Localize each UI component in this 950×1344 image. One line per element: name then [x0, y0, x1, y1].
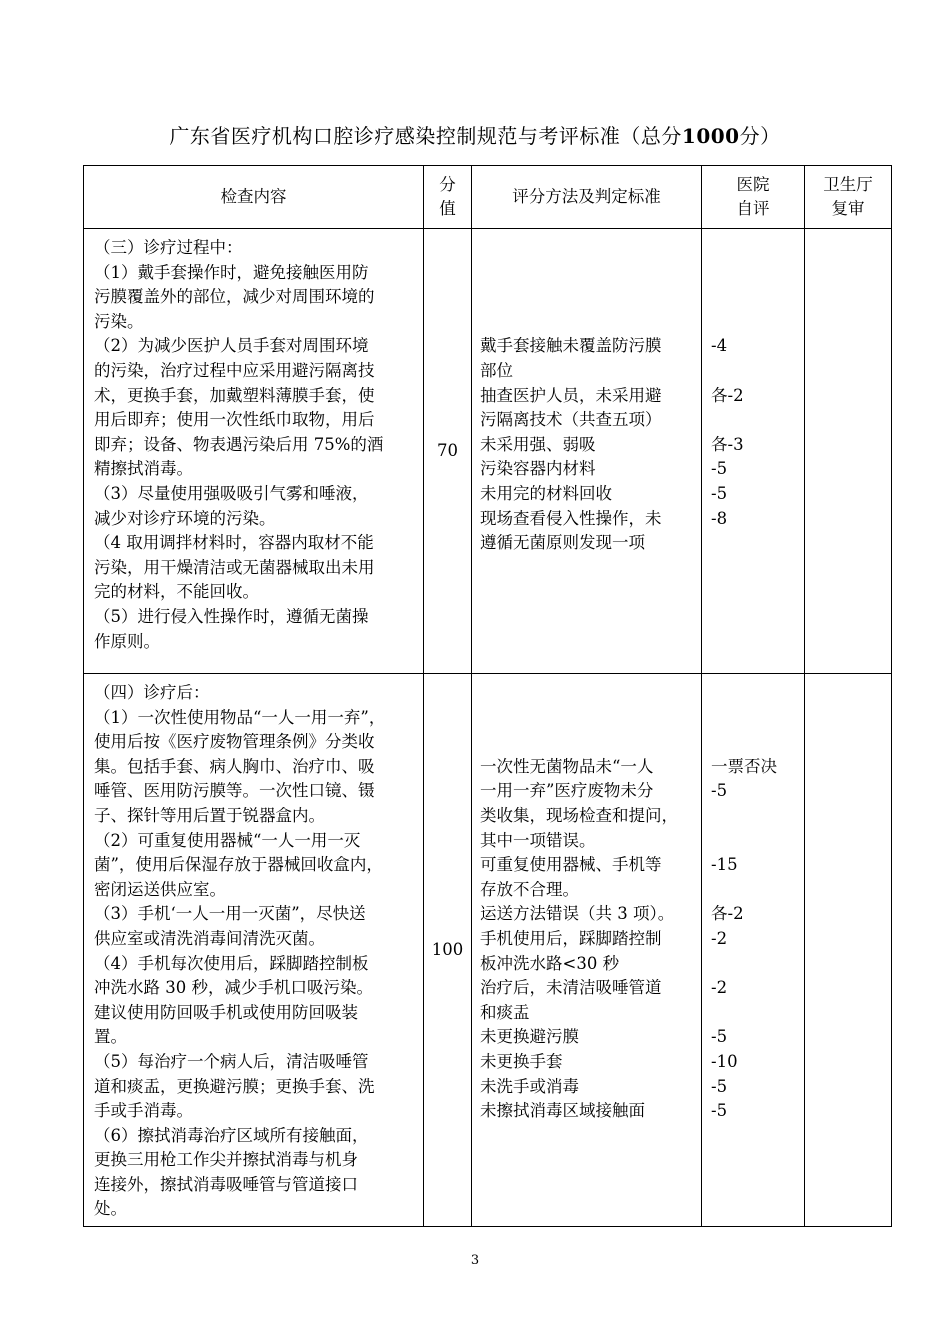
- content-line: 密闭运送供应室。: [94, 879, 226, 899]
- content-line: （四）诊疗后：: [94, 683, 210, 702]
- table-row: [84, 229, 892, 674]
- header-self-text: 医院自评: [736, 175, 770, 218]
- deduction-line: -5: [711, 459, 728, 479]
- deduction-line: -15: [711, 855, 738, 875]
- criteria-line: 未洗手或消毒: [480, 1076, 579, 1096]
- content-line: （6）擦拭消毒治疗区域所有接触面，: [94, 1125, 369, 1145]
- score-cell: 100: [424, 674, 472, 1227]
- deduction-line: [711, 285, 796, 310]
- content-line: 的污染，治疗过程中应采用避污隔离技: [94, 360, 375, 380]
- self-eval-cell: [702, 674, 805, 1227]
- content-line: 冲洗水路 30 秒，减少手机口吸污染。: [94, 978, 373, 998]
- content-line: （1）一次性使用物品“一人一用一弃”，: [94, 707, 386, 727]
- criteria-line: 遵循无菌原则发现一项: [480, 533, 645, 553]
- content-line: 连接外，擦拭消毒吸唾管与管道接口: [94, 1174, 358, 1194]
- deduction-line: -10: [711, 1051, 738, 1071]
- page-number: 3: [470, 1253, 480, 1268]
- deduction-line: [711, 730, 796, 755]
- content-cell: [84, 674, 424, 1227]
- criteria-line: 可重复使用器械、手机等: [480, 855, 662, 875]
- content-line: 使用后按《医疗废物管理条例》分类收: [94, 732, 375, 752]
- page-title: [0, 120, 950, 149]
- content-line: （2）可重复使用器械“一人一用一灭: [94, 830, 361, 850]
- review-cell: [805, 229, 892, 674]
- criteria-line: [480, 236, 693, 261]
- criteria-line: 其中一项错误。: [480, 830, 596, 850]
- criteria-line: 存放不合理。: [480, 879, 579, 899]
- content-line: （4 取用调拌材料时，容器内取材不能: [94, 533, 374, 553]
- criteria-line: 板冲洗水路<30 秒: [480, 953, 620, 973]
- content-line: 作原则。: [94, 631, 160, 651]
- deduction-line: [711, 706, 796, 731]
- deduction-line: [711, 829, 796, 854]
- header-score: [424, 166, 472, 229]
- content-line: （1）戴手套操作时，避免接触医用防: [94, 262, 369, 282]
- table-row: [84, 674, 892, 1227]
- title-end: 分）: [739, 124, 781, 148]
- deduction-line: 各-2: [711, 904, 744, 924]
- criteria-line: 一用一弃”医疗废物未分: [480, 781, 654, 801]
- content-line: （5）每治疗一个病人后，清洁吸唾管: [94, 1051, 369, 1071]
- criteria-line: [480, 261, 693, 286]
- criteria-line: 未采用强、弱吸: [480, 434, 596, 454]
- header-review: [805, 166, 892, 229]
- criteria-line: 手机使用后，踩脚踏控制: [480, 928, 662, 948]
- deduction-line: [711, 261, 796, 286]
- deduction-line: 一票否决: [711, 756, 777, 776]
- criteria-line: [480, 310, 693, 335]
- deduction-line: -5: [711, 1076, 728, 1096]
- criteria-line: 现场查看侵入性操作，未: [480, 508, 662, 528]
- deduction-line: -2: [711, 978, 728, 998]
- content-line: （4）手机每次使用后，踩脚踏控制板: [94, 953, 369, 973]
- content-line: 子、探针等用后置于锐器盒内。: [94, 805, 325, 825]
- deduction-line: [711, 1001, 796, 1026]
- content-line: （三）诊疗过程中：: [94, 238, 243, 257]
- criteria-line: 运送方法错误（共 3 项）。: [480, 904, 675, 924]
- header-self-eval: [702, 166, 805, 229]
- deduction-line: -4: [711, 336, 728, 356]
- content-line: （3）手机‘一人一用一灭菌”，尽快送: [94, 904, 366, 924]
- deduction-line: [711, 681, 796, 706]
- content-line: 菌”，使用后保湿存放于器械回收盒内，: [94, 855, 383, 875]
- title-main: 广东省医疗机构口腔诊疗感染控制规范与考评标准（总分: [169, 124, 682, 148]
- criteria-line: 一次性无菌物品未“一人: [480, 756, 654, 776]
- criteria-line: 未用完的材料回收: [480, 483, 612, 503]
- criteria-line: 部位: [480, 360, 513, 380]
- deduction-line: [711, 310, 796, 335]
- header-score-text: 分值: [439, 175, 456, 218]
- deduction-line: -5: [711, 1027, 728, 1047]
- criteria-cell: [472, 674, 702, 1227]
- deduction-line: -2: [711, 928, 728, 948]
- criteria-line: [480, 730, 693, 755]
- header-review-text: 卫生厅复审: [823, 175, 873, 218]
- content-cell: [84, 229, 424, 674]
- content-line: 唾管、医用防污膜等。一次性口镜、镊: [94, 781, 375, 801]
- deduction-line: -5: [711, 781, 728, 801]
- content-line: （3）尽量使用强吸吸引气雾和唾液，: [94, 483, 369, 503]
- content-line: 精擦拭消毒。: [94, 459, 193, 479]
- criteria-line: 未擦拭消毒区域接触面: [480, 1101, 645, 1121]
- criteria-line: 戴手套接触未覆盖防污膜: [480, 336, 662, 356]
- content-line: 供应室或清洗消毒间清洗灭菌。: [94, 928, 325, 948]
- header-method: 评分方法及判定标准: [472, 166, 702, 229]
- content-line: 即弃；设备、物表遇污染后用 75%的酒: [94, 434, 384, 454]
- deduction-line: -8: [711, 508, 728, 528]
- content-line: 集。包括手套、病人胸巾、治疗巾、吸: [94, 756, 375, 776]
- deduction-line: -5: [711, 1101, 728, 1121]
- deduction-line: [711, 952, 796, 977]
- deduction-line: 各-2: [711, 385, 744, 405]
- content-line: 用后即弃；使用一次性纸巾取物，用后: [94, 410, 375, 430]
- criteria-line: 抽查医护人员，未采用避: [480, 385, 662, 405]
- deduction-line: -5: [711, 483, 728, 503]
- content-line: 道和痰盂，更换避污膜；更换手套、洗: [94, 1076, 375, 1096]
- header-content: 检查内容: [84, 166, 424, 229]
- criteria-cell: [472, 229, 702, 674]
- deduction-line: 各-3: [711, 434, 744, 454]
- deduction-line: [711, 804, 796, 829]
- criteria-line: 治疗后，未清洁吸唾管道: [480, 978, 662, 998]
- content-line: 建议使用防回吸手机或使用防回吸装: [94, 1002, 358, 1022]
- criteria-line: [480, 681, 693, 706]
- content-line: （2）为减少医护人员手套对周围环境: [94, 336, 369, 356]
- content-line: 污染，用干燥清洁或无菌器械取出未用: [94, 557, 375, 577]
- self-eval-cell: [702, 229, 805, 674]
- content-line: 减少对诊疗环境的污染。: [94, 508, 276, 528]
- header-row: [84, 166, 892, 229]
- content-line: 手或手消毒。: [94, 1101, 193, 1121]
- content-line: （5）进行侵入性操作时，遵循无菌操: [94, 606, 369, 626]
- content-line: 完的材料，不能回收。: [94, 582, 259, 602]
- score-cell: 70: [424, 229, 472, 674]
- criteria-line: 污隔离技术（共查五项）: [480, 410, 662, 430]
- deduction-line: [711, 408, 796, 433]
- content-line: 更换三用枪工作尖并擦拭消毒与机身: [94, 1150, 358, 1170]
- content-line: 污膜覆盖外的部位，减少对周围环境的: [94, 287, 375, 307]
- criteria-line: 和痰盂: [480, 1002, 530, 1022]
- content-line: 处。: [94, 1199, 127, 1219]
- title-total: 1000: [681, 124, 740, 148]
- deduction-line: [711, 878, 796, 903]
- review-cell: [805, 674, 892, 1227]
- content-line: 污染。: [94, 311, 144, 331]
- deduction-line: [711, 236, 796, 261]
- criteria-line: 未更换手套: [480, 1051, 563, 1071]
- criteria-line: 类收集，现场检查和提问，: [480, 805, 678, 825]
- content-line: 置。: [94, 1027, 127, 1047]
- criteria-line: 污染容器内材料: [480, 459, 596, 479]
- criteria-line: 未更换避污膜: [480, 1027, 579, 1047]
- deduction-line: [711, 359, 796, 384]
- criteria-line: [480, 285, 693, 310]
- content-line: 术，更换手套，加戴塑料薄膜手套，使: [94, 385, 375, 405]
- criteria-line: [480, 706, 693, 731]
- evaluation-table: [83, 165, 892, 1227]
